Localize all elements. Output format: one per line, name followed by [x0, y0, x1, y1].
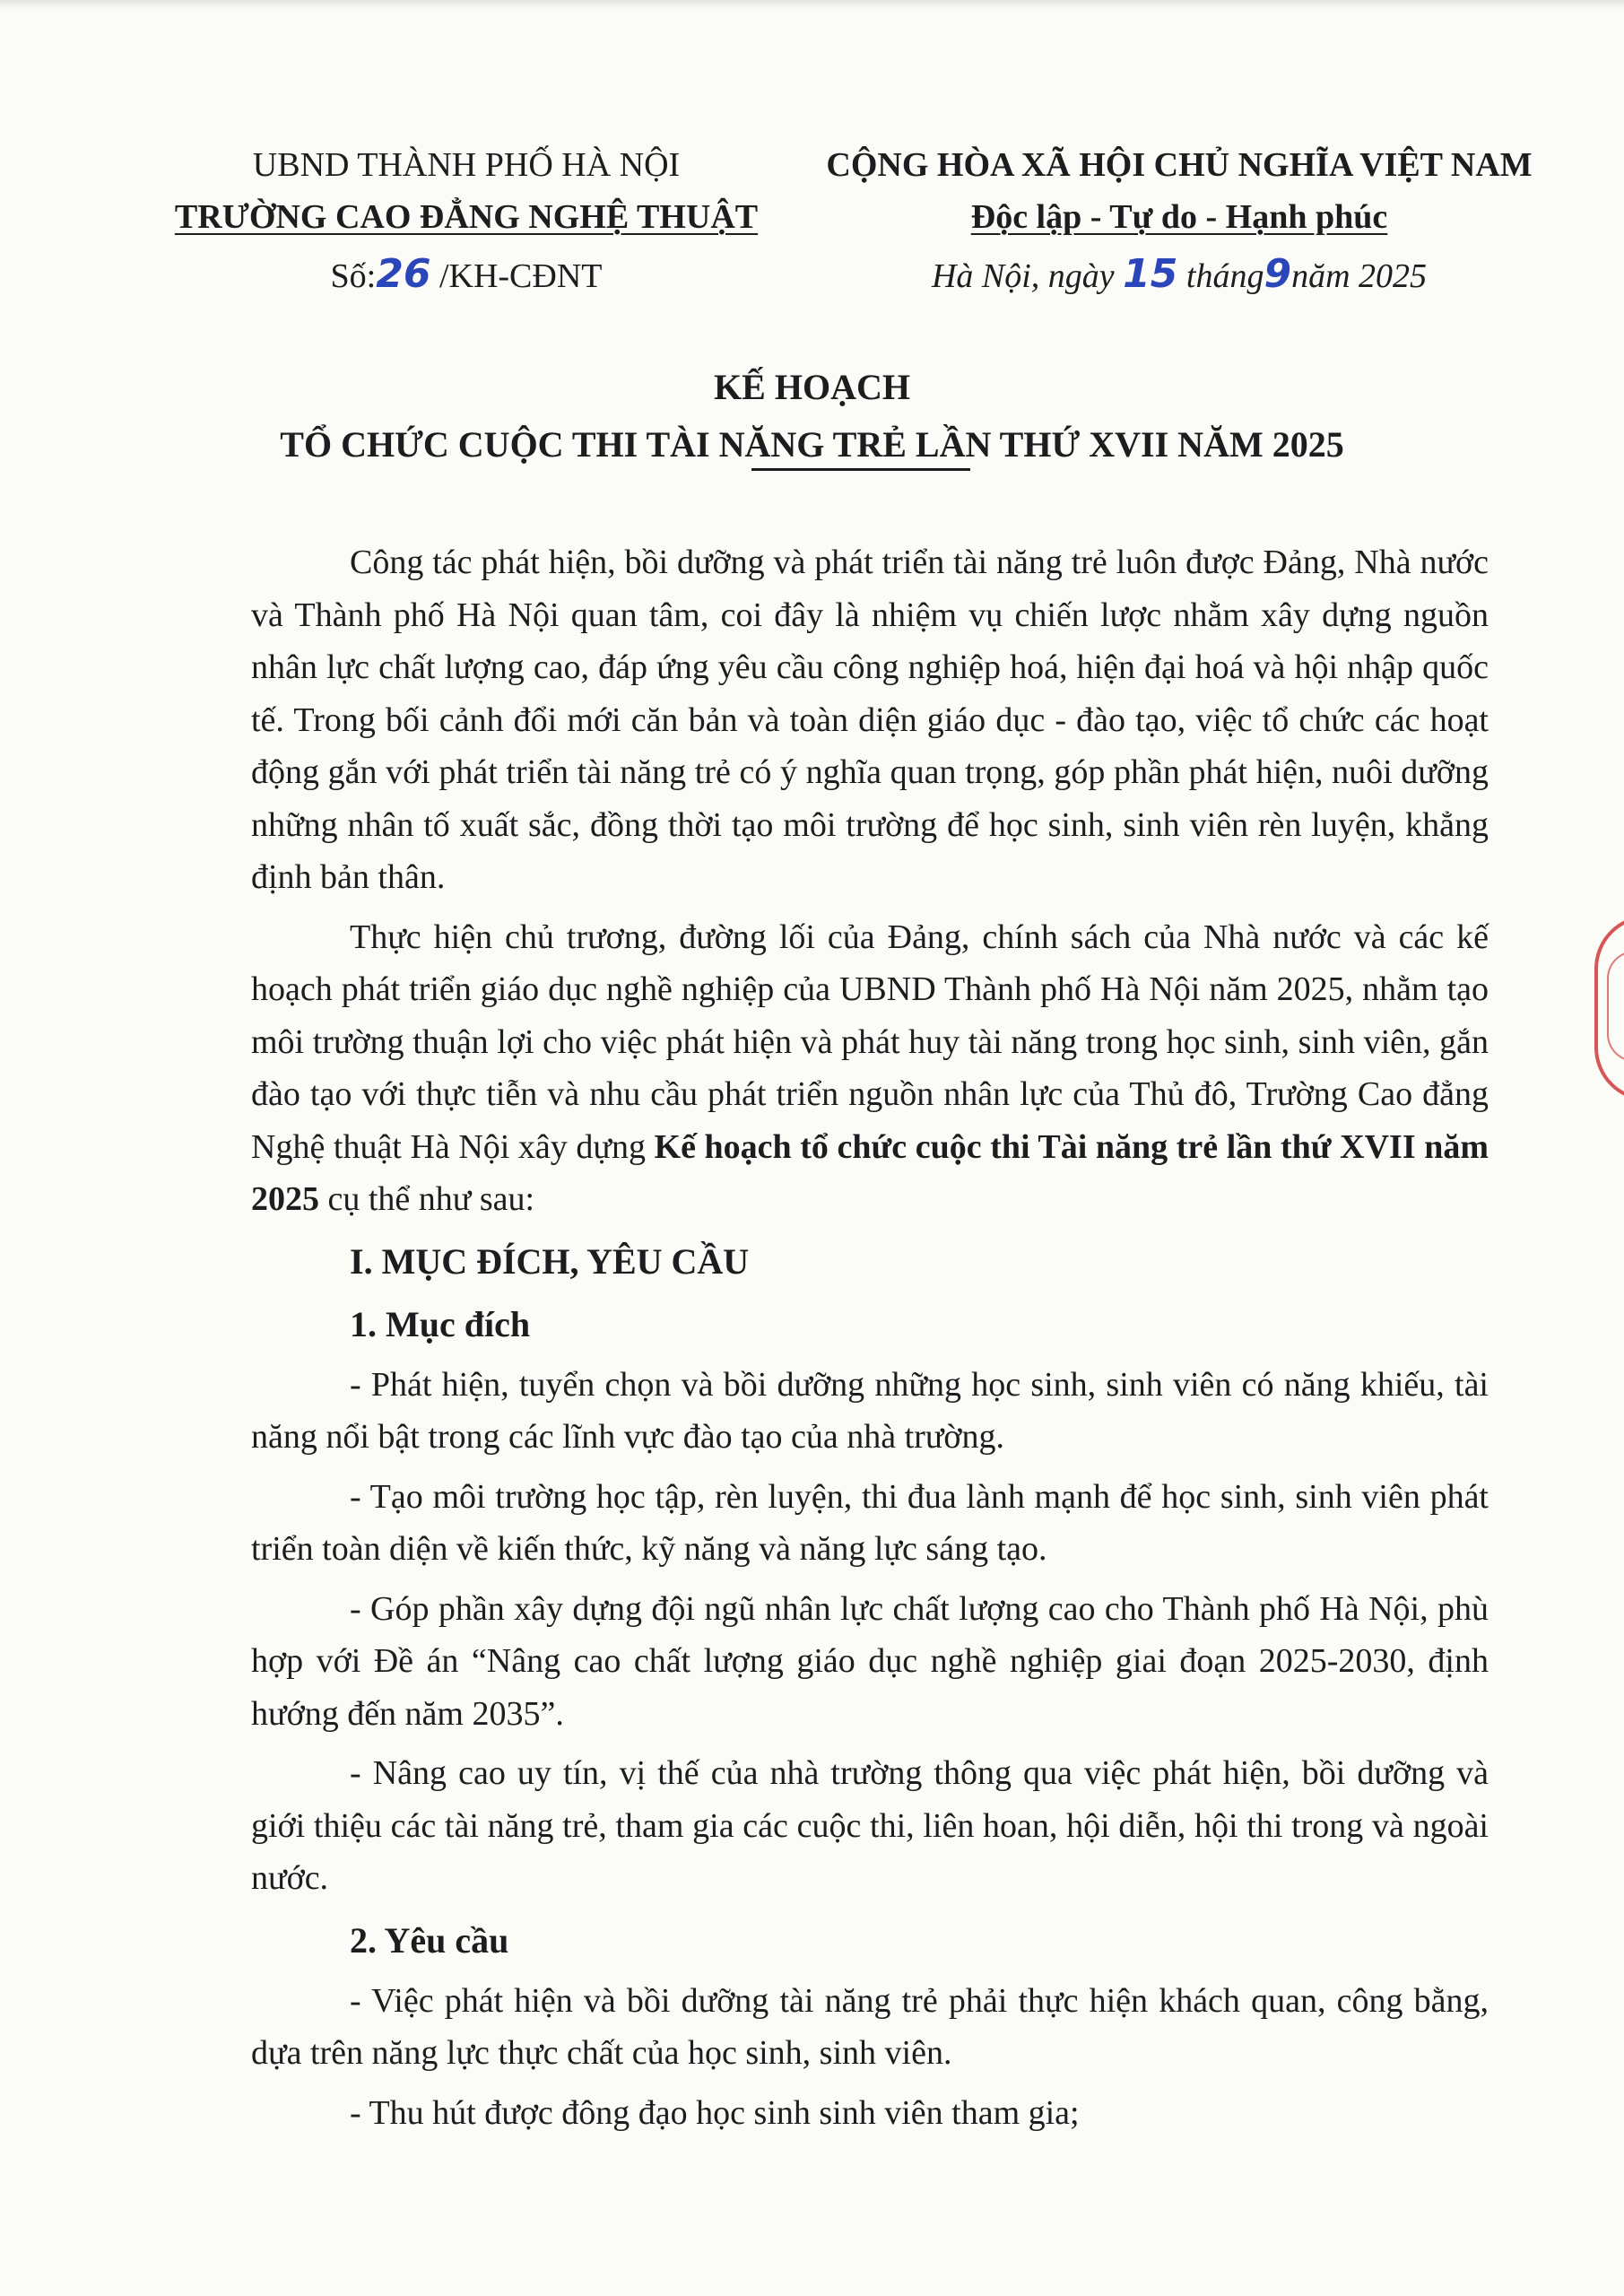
doc-number-suffix: /KH-CĐNT [439, 257, 603, 295]
subsection-1-heading: 1. Mục đích [350, 1303, 531, 1344]
issuing-authority-block [143, 139, 789, 302]
national-motto-block [807, 139, 1551, 302]
date-mid: tháng [1185, 257, 1264, 295]
date-prefix: Hà Nội, ngày [931, 257, 1115, 295]
purpose-item: - Tạo môi trường học tập, rèn luyện, thi đua lành mạnh để học sinh, sinh viên phát triển toàn diện về kiến thức, kỹ năng và năng lực sáng tạo. [251, 1477, 1489, 1568]
purpose-item: - Nâng cao uy tín, vị thế của nhà trường thông qua việc phát hiện, bồi dưỡng và giới thiệu các tài năng trẻ, tham gia các cuộc thi, liên hoan, hội diễn, hội thi trong và ngoài nước. [251, 1754, 1489, 1897]
authority-name: TRƯỜNG CAO ĐẲNG NGHỆ THUẬT [174, 198, 759, 236]
date-day-handwritten: 15 [1123, 251, 1178, 297]
document-number [143, 248, 789, 302]
intro2-bold: Kế hoạch tổ chức cuộc thi Tài năng trẻ lần thứ XVII năm 2025 [251, 1127, 1489, 1218]
scan-edge [0, 0, 1624, 9]
intro2-end: cụ thể như sau: [319, 1180, 535, 1218]
title-underline [751, 468, 970, 471]
red-seal-stamp-inner [1607, 951, 1624, 1062]
date-suffix: năm 2025 [1291, 257, 1428, 295]
doc-number-handwritten: 26 [376, 251, 431, 297]
date-line [807, 248, 1551, 302]
requirement-item: - Thu hút được đông đạo học sinh sinh viên tham gia; [350, 2093, 1080, 2132]
doc-number-prefix: Số: [330, 257, 377, 295]
requirement-item: - Việc phát hiện và bồi dưỡng tài năng trẻ phải thực hiện khách quan, công bằng, dựa trên năng lực thực chất của học sinh, sinh viên. [251, 1981, 1489, 2072]
document-body [251, 536, 1489, 2146]
date-month-handwritten: 9 [1264, 251, 1292, 297]
intro2-start: Thực hiện chủ trương, đường lối của Đảng, chính sách của Nhà nước và các kế hoạch phát triển giáo dục nghề nghiệp của UBND Thành phố Hà Nội năm 2025, nhằm tạo môi trường thuận lợi cho việc phát hiện và phát huy tài năng trong học sinh, sinh viên, gắn đào tạo với thực tiễn và nhu cầu phát triển nguồn nhân lực của Thủ đô, Trường Cao đẳng Nghệ thuật Hà Nội xây dựng [251, 918, 1489, 1166]
authority-line-1: UBND THÀNH PHỐ HÀ NỘI [252, 146, 681, 184]
authority-line-2 [143, 191, 789, 243]
title-line-2: TỔ CHỨC CUỘC THI TÀI NĂNG TRẺ LẦN THỨ XVII NĂM 2025 [280, 424, 1344, 465]
intro-paragraph-1: Công tác phát hiện, bồi dưỡng và phát triển tài năng trẻ luôn được Đảng, Nhà nước và Thành phố Hà Nội quan tâm, coi đây là nhiệm vụ chiến lược nhằm xây dựng nguồn nhân lực chất lượng cao, đáp ứng yêu cầu công nghiệp hoá, hiện đại hoá và hội nhập quốc tế. Trong bối cảnh đổi mới căn bản và toàn diện giáo dục - đào tạo, việc tổ chức các hoạt động gắn với phát triển tài năng trẻ có ý nghĩa quan trọng, góp phần phát hiện, nuôi dưỡng những nhân tố xuất sắc, đồng thời tạo môi trường để học sinh, sinh viên rèn luyện, khẳng định bản thân. [251, 544, 1489, 896]
purpose-item: - Phát hiện, tuyển chọn và bồi dưỡng những học sinh, sinh viên có năng khiếu, tài năng nổi bật trong các lĩnh vực đào tạo của nhà trường. [251, 1365, 1489, 1456]
motto-line [807, 191, 1551, 243]
title-line-1: KẾ HOẠCH [714, 367, 910, 407]
document-title [0, 359, 1624, 474]
purpose-item: - Góp phần xây dựng đội ngũ nhân lực chất lượng cao cho Thành phố Hà Nội, phù hợp với Đề án “Nâng cao chất lượng giáo dục nghề nghiệp giai đoạn 2025-2030, định hướng đến năm 2035”. [251, 1589, 1489, 1733]
section-1-heading: I. MỤC ĐÍCH, YÊU CẦU [350, 1240, 750, 1282]
subsection-2-heading: 2. Yêu cầu [350, 1919, 509, 1961]
motto: Độc lập - Tự do - Hạnh phúc [970, 198, 1388, 236]
national-name: CỘNG HÒA XÃ HỘI CHỦ NGHĨA VIỆT NAM [826, 146, 1533, 184]
intro-paragraph-2 [251, 911, 1489, 1226]
